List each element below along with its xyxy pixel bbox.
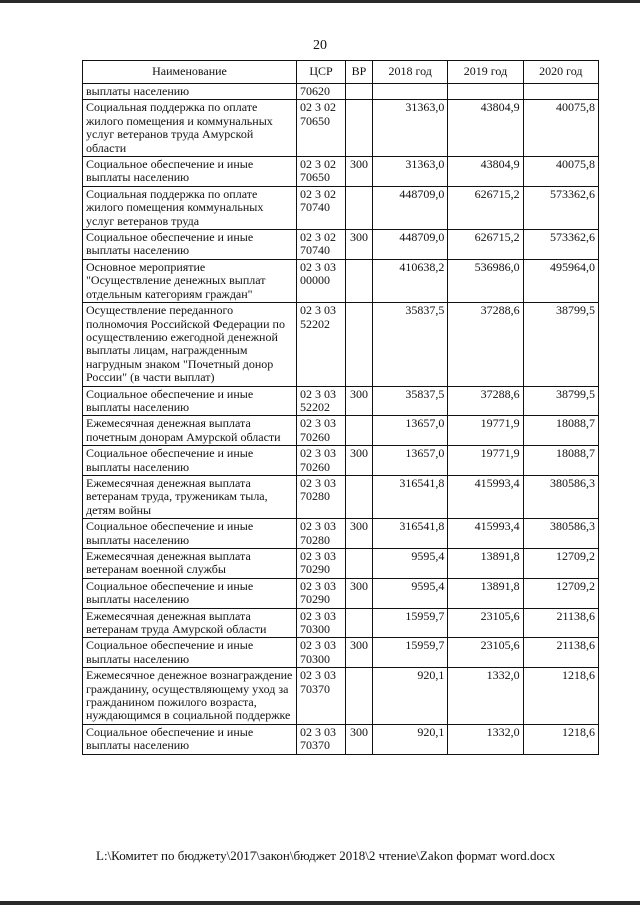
scan-edge-bottom — [0, 901, 640, 905]
cell-vr: 300 — [346, 386, 373, 416]
cell-2020 — [523, 84, 598, 100]
cell-2019: 1332,0 — [448, 668, 523, 725]
header-csr: ЦСР — [297, 61, 346, 84]
cell-2020: 1218,6 — [523, 668, 598, 725]
table-row — [83, 84, 599, 100]
table-row — [83, 157, 599, 187]
cell-csr: 02 3 03 70290 — [297, 578, 346, 608]
cell-2020: 38799,5 — [523, 386, 598, 416]
cell-name: Социальное обеспечение и иные выплаты населению — [83, 578, 297, 608]
cell-vr — [346, 475, 373, 518]
table-row — [83, 386, 599, 416]
cell-vr — [346, 303, 373, 386]
cell-vr — [346, 186, 373, 229]
header-2019: 2019 год — [448, 61, 523, 84]
cell-2020: 12709,2 — [523, 549, 598, 579]
cell-2019: 536986,0 — [448, 259, 523, 302]
cell-vr: 300 — [346, 230, 373, 260]
cell-name: Ежемесячная денежная выплата ветеранам труда Амурской области — [83, 608, 297, 638]
cell-csr: 02 3 02 70650 — [297, 100, 346, 157]
table-body — [83, 84, 599, 755]
table-row — [83, 638, 599, 668]
cell-2018: 31363,0 — [373, 100, 448, 157]
header-name: Наименование — [83, 61, 297, 84]
cell-2020: 573362,6 — [523, 230, 598, 260]
cell-csr: 02 3 03 70280 — [297, 519, 346, 549]
cell-csr: 02 3 03 70260 — [297, 416, 346, 446]
cell-2020: 573362,6 — [523, 186, 598, 229]
cell-2018: 13657,0 — [373, 446, 448, 476]
cell-2020: 21138,6 — [523, 638, 598, 668]
page-number: 20 — [313, 38, 327, 53]
cell-csr: 02 3 02 70740 — [297, 186, 346, 229]
cell-2018: 9595,4 — [373, 578, 448, 608]
cell-vr — [346, 549, 373, 579]
cell-name: Социальное обеспечение и иные выплаты населению — [83, 230, 297, 260]
cell-vr: 300 — [346, 638, 373, 668]
cell-2018: 448709,0 — [373, 230, 448, 260]
table-row — [83, 186, 599, 229]
footer-file-path: L:\Комитет по бюджету\2017\закон\бюджет 2018\2 чтение\Zakon формат word.docx — [96, 848, 556, 863]
cell-vr — [346, 100, 373, 157]
cell-2019: 626715,2 — [448, 230, 523, 260]
cell-2020: 1218,6 — [523, 724, 598, 754]
cell-name: Ежемесячная денежная выплата ветеранам военной службы — [83, 549, 297, 579]
cell-vr — [346, 84, 373, 100]
scan-edge-top — [0, 0, 640, 3]
cell-csr: 02 3 03 70260 — [297, 446, 346, 476]
cell-2020: 18088,7 — [523, 416, 598, 446]
table-row — [83, 608, 599, 638]
cell-2018: 410638,2 — [373, 259, 448, 302]
table-header-row — [83, 61, 599, 84]
header-vr: ВР — [346, 61, 373, 84]
cell-2019: 19771,9 — [448, 446, 523, 476]
cell-2020: 18088,7 — [523, 446, 598, 476]
cell-2019 — [448, 84, 523, 100]
cell-vr: 300 — [346, 519, 373, 549]
cell-2018: 15959,7 — [373, 608, 448, 638]
cell-csr: 02 3 03 70300 — [297, 638, 346, 668]
cell-name: Ежемесячная денежная выплата почетным донорам Амурской области — [83, 416, 297, 446]
cell-2020: 495964,0 — [523, 259, 598, 302]
cell-2020: 40075,8 — [523, 157, 598, 187]
cell-2019: 23105,6 — [448, 608, 523, 638]
cell-2019: 43804,9 — [448, 100, 523, 157]
cell-2018 — [373, 84, 448, 100]
table-row — [83, 303, 599, 386]
cell-2018: 35837,5 — [373, 303, 448, 386]
header-2018: 2018 год — [373, 61, 448, 84]
cell-name: выплаты населению — [83, 84, 297, 100]
table-row — [83, 475, 599, 518]
cell-vr — [346, 608, 373, 638]
cell-2018: 35837,5 — [373, 386, 448, 416]
cell-vr: 300 — [346, 446, 373, 476]
cell-2018: 316541,8 — [373, 519, 448, 549]
cell-name: Социальное обеспечение и иные выплаты населению — [83, 446, 297, 476]
cell-2019: 23105,6 — [448, 638, 523, 668]
cell-vr — [346, 668, 373, 725]
cell-csr: 02 3 02 70740 — [297, 230, 346, 260]
cell-2020: 40075,8 — [523, 100, 598, 157]
cell-vr: 300 — [346, 578, 373, 608]
cell-2019: 626715,2 — [448, 186, 523, 229]
table-row — [83, 259, 599, 302]
cell-csr: 02 3 03 70370 — [297, 668, 346, 725]
cell-2020: 12709,2 — [523, 578, 598, 608]
cell-name: Осуществление переданного полномочия Российской Федерации по осуществлению ежегодной денежной выплаты лицам, награжденным нагрудным знаком "Почетный донор России" (в части выплат) — [83, 303, 297, 386]
cell-name: Ежемесячная денежная выплата ветеранам труда, труженикам тыла, детям войны — [83, 475, 297, 518]
cell-2018: 920,1 — [373, 668, 448, 725]
cell-csr: 02 3 03 52202 — [297, 303, 346, 386]
cell-2019: 19771,9 — [448, 416, 523, 446]
cell-2018: 31363,0 — [373, 157, 448, 187]
table-row — [83, 416, 599, 446]
cell-vr — [346, 416, 373, 446]
table-row — [83, 724, 599, 754]
cell-name: Социальное обеспечение и иные выплаты населению — [83, 638, 297, 668]
cell-2019: 415993,4 — [448, 519, 523, 549]
table-row — [83, 578, 599, 608]
cell-2019: 1332,0 — [448, 724, 523, 754]
cell-2018: 15959,7 — [373, 638, 448, 668]
cell-2020: 380586,3 — [523, 475, 598, 518]
cell-vr: 300 — [346, 724, 373, 754]
cell-vr: 300 — [346, 157, 373, 187]
cell-name: Социальное обеспечение и иные выплаты населению — [83, 724, 297, 754]
cell-name: Социальное обеспечение и иные выплаты населению — [83, 386, 297, 416]
cell-2018: 920,1 — [373, 724, 448, 754]
table-row — [83, 446, 599, 476]
cell-2018: 448709,0 — [373, 186, 448, 229]
cell-csr: 70620 — [297, 84, 346, 100]
header-2020: 2020 год — [523, 61, 598, 84]
cell-2020: 21138,6 — [523, 608, 598, 638]
cell-2018: 13657,0 — [373, 416, 448, 446]
table-row — [83, 668, 599, 725]
budget-table — [82, 60, 599, 755]
cell-csr: 02 3 03 70280 — [297, 475, 346, 518]
cell-2020: 380586,3 — [523, 519, 598, 549]
cell-name: Социальное обеспечение и иные выплаты населению — [83, 157, 297, 187]
cell-name: Социальное обеспечение и иные выплаты населению — [83, 519, 297, 549]
cell-name: Ежемесячное денежное вознаграждение гражданину, осуществляющему уход за гражданином пожилого возраста, нуждающимся в социальной поддержке — [83, 668, 297, 725]
cell-2019: 13891,8 — [448, 578, 523, 608]
cell-name: Социальная поддержка по оплате жилого помещения коммунальных услуг ветеранов труда — [83, 186, 297, 229]
cell-csr: 02 3 03 70370 — [297, 724, 346, 754]
cell-vr — [346, 259, 373, 302]
cell-2020: 38799,5 — [523, 303, 598, 386]
table-row — [83, 100, 599, 157]
table-row — [83, 549, 599, 579]
cell-2019: 13891,8 — [448, 549, 523, 579]
table-row — [83, 230, 599, 260]
cell-name: Основное мероприятие "Осуществление денежных выплат отдельным категориям граждан" — [83, 259, 297, 302]
cell-2019: 37288,6 — [448, 303, 523, 386]
cell-2018: 316541,8 — [373, 475, 448, 518]
cell-csr: 02 3 03 70300 — [297, 608, 346, 638]
table-row — [83, 519, 599, 549]
cell-csr: 02 3 03 70290 — [297, 549, 346, 579]
cell-csr: 02 3 02 70650 — [297, 157, 346, 187]
cell-csr: 02 3 03 00000 — [297, 259, 346, 302]
cell-csr: 02 3 03 52202 — [297, 386, 346, 416]
cell-2019: 43804,9 — [448, 157, 523, 187]
cell-2018: 9595,4 — [373, 549, 448, 579]
cell-2019: 37288,6 — [448, 386, 523, 416]
cell-name: Социальная поддержка по оплате жилого помещения и коммунальных услуг ветеранов труда Амурской области — [83, 100, 297, 157]
cell-2019: 415993,4 — [448, 475, 523, 518]
